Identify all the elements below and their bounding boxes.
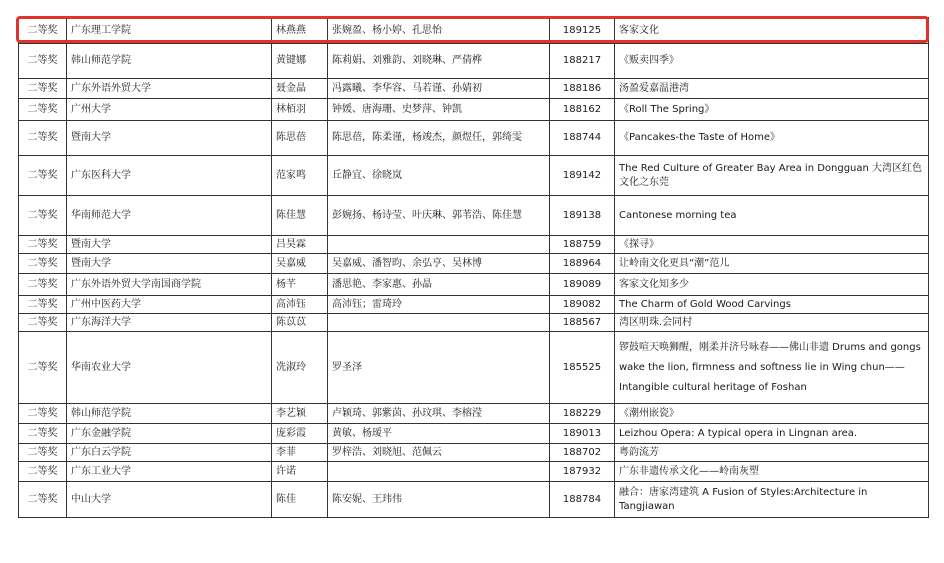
advisor-cell: 林栢羽: [272, 99, 328, 121]
entry-id-cell: 189125: [550, 18, 615, 44]
award-cell: 二等奖: [19, 462, 67, 482]
work-title-cell: 粤韵流芳: [615, 444, 929, 462]
table-row: [19, 236, 929, 254]
advisor-cell: 聂金晶: [272, 79, 328, 99]
entry-id-cell: 188964: [550, 254, 615, 274]
school-cell: 广东金融学院: [67, 424, 272, 444]
work-title-cell: 融合：唐家湾建筑 A Fusion of Styles:Architecture in Tangjiawan: [615, 482, 929, 518]
members-cell: 潘思艳、李家惠、孙晶: [328, 274, 550, 296]
members-cell: 冯露曦、李华容、马若谨、孙婧初: [328, 79, 550, 99]
entry-id-cell: 188162: [550, 99, 615, 121]
work-title-cell: 《Pancakes-the Taste of Home》: [615, 121, 929, 156]
entry-id-cell: 189082: [550, 296, 615, 314]
members-cell: [328, 462, 550, 482]
school-cell: 广东外语外贸大学南国商学院: [67, 274, 272, 296]
table-row: [19, 156, 929, 196]
advisor-cell: 陈苡苡: [272, 314, 328, 332]
school-cell: 广州大学: [67, 99, 272, 121]
entry-id-cell: 188229: [550, 404, 615, 424]
school-cell: 广东外语外贸大学: [67, 79, 272, 99]
entry-id-cell: 188567: [550, 314, 615, 332]
work-title-cell: 客家文化: [615, 18, 929, 44]
school-cell: 暨南大学: [67, 121, 272, 156]
members-cell: [328, 314, 550, 332]
award-cell: 二等奖: [19, 274, 67, 296]
members-cell: 罗梓浩、刘晓旭、范佩云: [328, 444, 550, 462]
table-row: [19, 482, 929, 518]
school-cell: 广东医科大学: [67, 156, 272, 196]
entry-id-cell: 189013: [550, 424, 615, 444]
entry-id-cell: 189089: [550, 274, 615, 296]
advisor-cell: 黄键娜: [272, 44, 328, 79]
advisor-cell: 李菲: [272, 444, 328, 462]
table-row: [19, 404, 929, 424]
entry-id-cell: 188784: [550, 482, 615, 518]
award-cell: 二等奖: [19, 99, 67, 121]
work-title-cell: 《Roll The Spring》: [615, 99, 929, 121]
table-row: [19, 18, 929, 44]
school-cell: 中山大学: [67, 482, 272, 518]
school-cell: 广东理工学院: [67, 18, 272, 44]
table-row: [19, 79, 929, 99]
members-cell: 卢颖琦、郭紫茵、孙玟琪、李榕滢: [328, 404, 550, 424]
work-title-cell: 《贩卖四季》: [615, 44, 929, 79]
school-cell: 广东海洋大学: [67, 314, 272, 332]
table-row: [19, 462, 929, 482]
school-cell: 广东白云学院: [67, 444, 272, 462]
work-title-cell: 《探寻》: [615, 236, 929, 254]
table-row: [19, 196, 929, 236]
members-cell: 钟媛、唐海珊、史梦萍、钟凯: [328, 99, 550, 121]
table-row: [19, 121, 929, 156]
award-cell: 二等奖: [19, 236, 67, 254]
award-cell: 二等奖: [19, 314, 67, 332]
work-title-cell: 客家文化知多少: [615, 274, 929, 296]
advisor-cell: 高沛钰: [272, 296, 328, 314]
entry-id-cell: 188702: [550, 444, 615, 462]
table-row: [19, 274, 929, 296]
award-cell: 二等奖: [19, 254, 67, 274]
school-cell: 广州中医药大学: [67, 296, 272, 314]
table-row: [19, 254, 929, 274]
award-cell: 二等奖: [19, 121, 67, 156]
work-title-cell: The Charm of Gold Wood Carvings: [615, 296, 929, 314]
advisor-cell: 陈思蓓: [272, 121, 328, 156]
work-title-cell: 湾区明珠.会同村: [615, 314, 929, 332]
school-cell: 暨南大学: [67, 254, 272, 274]
members-cell: 陈安妮、王玮伟: [328, 482, 550, 518]
advisor-cell: 吴嘉威: [272, 254, 328, 274]
members-cell: 高沛钰；雷琦玲: [328, 296, 550, 314]
entry-id-cell: 187932: [550, 462, 615, 482]
award-cell: 二等奖: [19, 156, 67, 196]
members-cell: [328, 236, 550, 254]
members-cell: 黄敏、杨瑷平: [328, 424, 550, 444]
award-cell: 二等奖: [19, 404, 67, 424]
work-title-cell: 《潮州嵌瓷》: [615, 404, 929, 424]
entry-id-cell: 188186: [550, 79, 615, 99]
advisor-cell: 林燕燕: [272, 18, 328, 44]
work-title-cell: 让岭南文化更具“潮”范儿: [615, 254, 929, 274]
award-cell: 二等奖: [19, 482, 67, 518]
award-cell: 二等奖: [19, 79, 67, 99]
school-cell: 广东工业大学: [67, 462, 272, 482]
advisor-cell: 范家鸣: [272, 156, 328, 196]
members-cell: 吴嘉威、潘智昀、余弘亨、吴林博: [328, 254, 550, 274]
advisor-cell: 庞彩霞: [272, 424, 328, 444]
work-title-cell: Leizhou Opera: A typical opera in Lingnan area.: [615, 424, 929, 444]
advisor-cell: 陈佳: [272, 482, 328, 518]
table-row: [19, 99, 929, 121]
awards-table: [18, 17, 929, 518]
school-cell: 暨南大学: [67, 236, 272, 254]
school-cell: 华南农业大学: [67, 332, 272, 404]
school-cell: 华南师范大学: [67, 196, 272, 236]
work-title-cell: The Red Culture of Greater Bay Area in Dongguan 大湾区红色文化之东莞: [615, 156, 929, 196]
award-cell: 二等奖: [19, 196, 67, 236]
entry-id-cell: 188217: [550, 44, 615, 79]
award-cell: 二等奖: [19, 44, 67, 79]
work-title-cell: 广东非遗传承文化——岭南灰塑: [615, 462, 929, 482]
award-cell: 二等奖: [19, 18, 67, 44]
school-cell: 韩山师范学院: [67, 44, 272, 79]
entry-id-cell: 188759: [550, 236, 615, 254]
entry-id-cell: 189138: [550, 196, 615, 236]
school-cell: 韩山师范学院: [67, 404, 272, 424]
advisor-cell: 冼淑玲: [272, 332, 328, 404]
award-cell: 二等奖: [19, 332, 67, 404]
entry-id-cell: 189142: [550, 156, 615, 196]
advisor-cell: 吕昊霖: [272, 236, 328, 254]
advisor-cell: 陈佳慧: [272, 196, 328, 236]
members-cell: 丘静宜、徐晓岚: [328, 156, 550, 196]
award-cell: 二等奖: [19, 424, 67, 444]
members-cell: 彭婉扬、杨诗莹、叶庆琳、郭苇浩、陈佳慧: [328, 196, 550, 236]
table-row: [19, 314, 929, 332]
table-row: [19, 424, 929, 444]
advisor-cell: 许诺: [272, 462, 328, 482]
members-cell: 张婉盈、杨小婷、孔思怡: [328, 18, 550, 44]
members-cell: 罗圣泽: [328, 332, 550, 404]
advisor-cell: 李艺颖: [272, 404, 328, 424]
table-row: [19, 332, 929, 404]
members-cell: 陈思蓓，陈柔谨，杨竣杰，颜煜任，郭绮雯: [328, 121, 550, 156]
award-cell: 二等奖: [19, 296, 67, 314]
advisor-cell: 杨芊: [272, 274, 328, 296]
entry-id-cell: 188744: [550, 121, 615, 156]
award-cell: 二等奖: [19, 444, 67, 462]
work-title-cell: Cantonese morning tea: [615, 196, 929, 236]
work-title-cell: 锣鼓喧天唤狮醒，刚柔并济号咏春——佛山非遗 Drums and gongs wake the lion, firmness and softness lie in Wing chun——Intangible cultural heritage of Foshan: [615, 332, 929, 404]
table-row: [19, 296, 929, 314]
table-row: [19, 44, 929, 79]
entry-id-cell: 185525: [550, 332, 615, 404]
work-title-cell: 汤盈爱嘉温港湾: [615, 79, 929, 99]
members-cell: 陈莉娟、刘雅韵、刘晓琳、严倩桦: [328, 44, 550, 79]
table-row: [19, 444, 929, 462]
